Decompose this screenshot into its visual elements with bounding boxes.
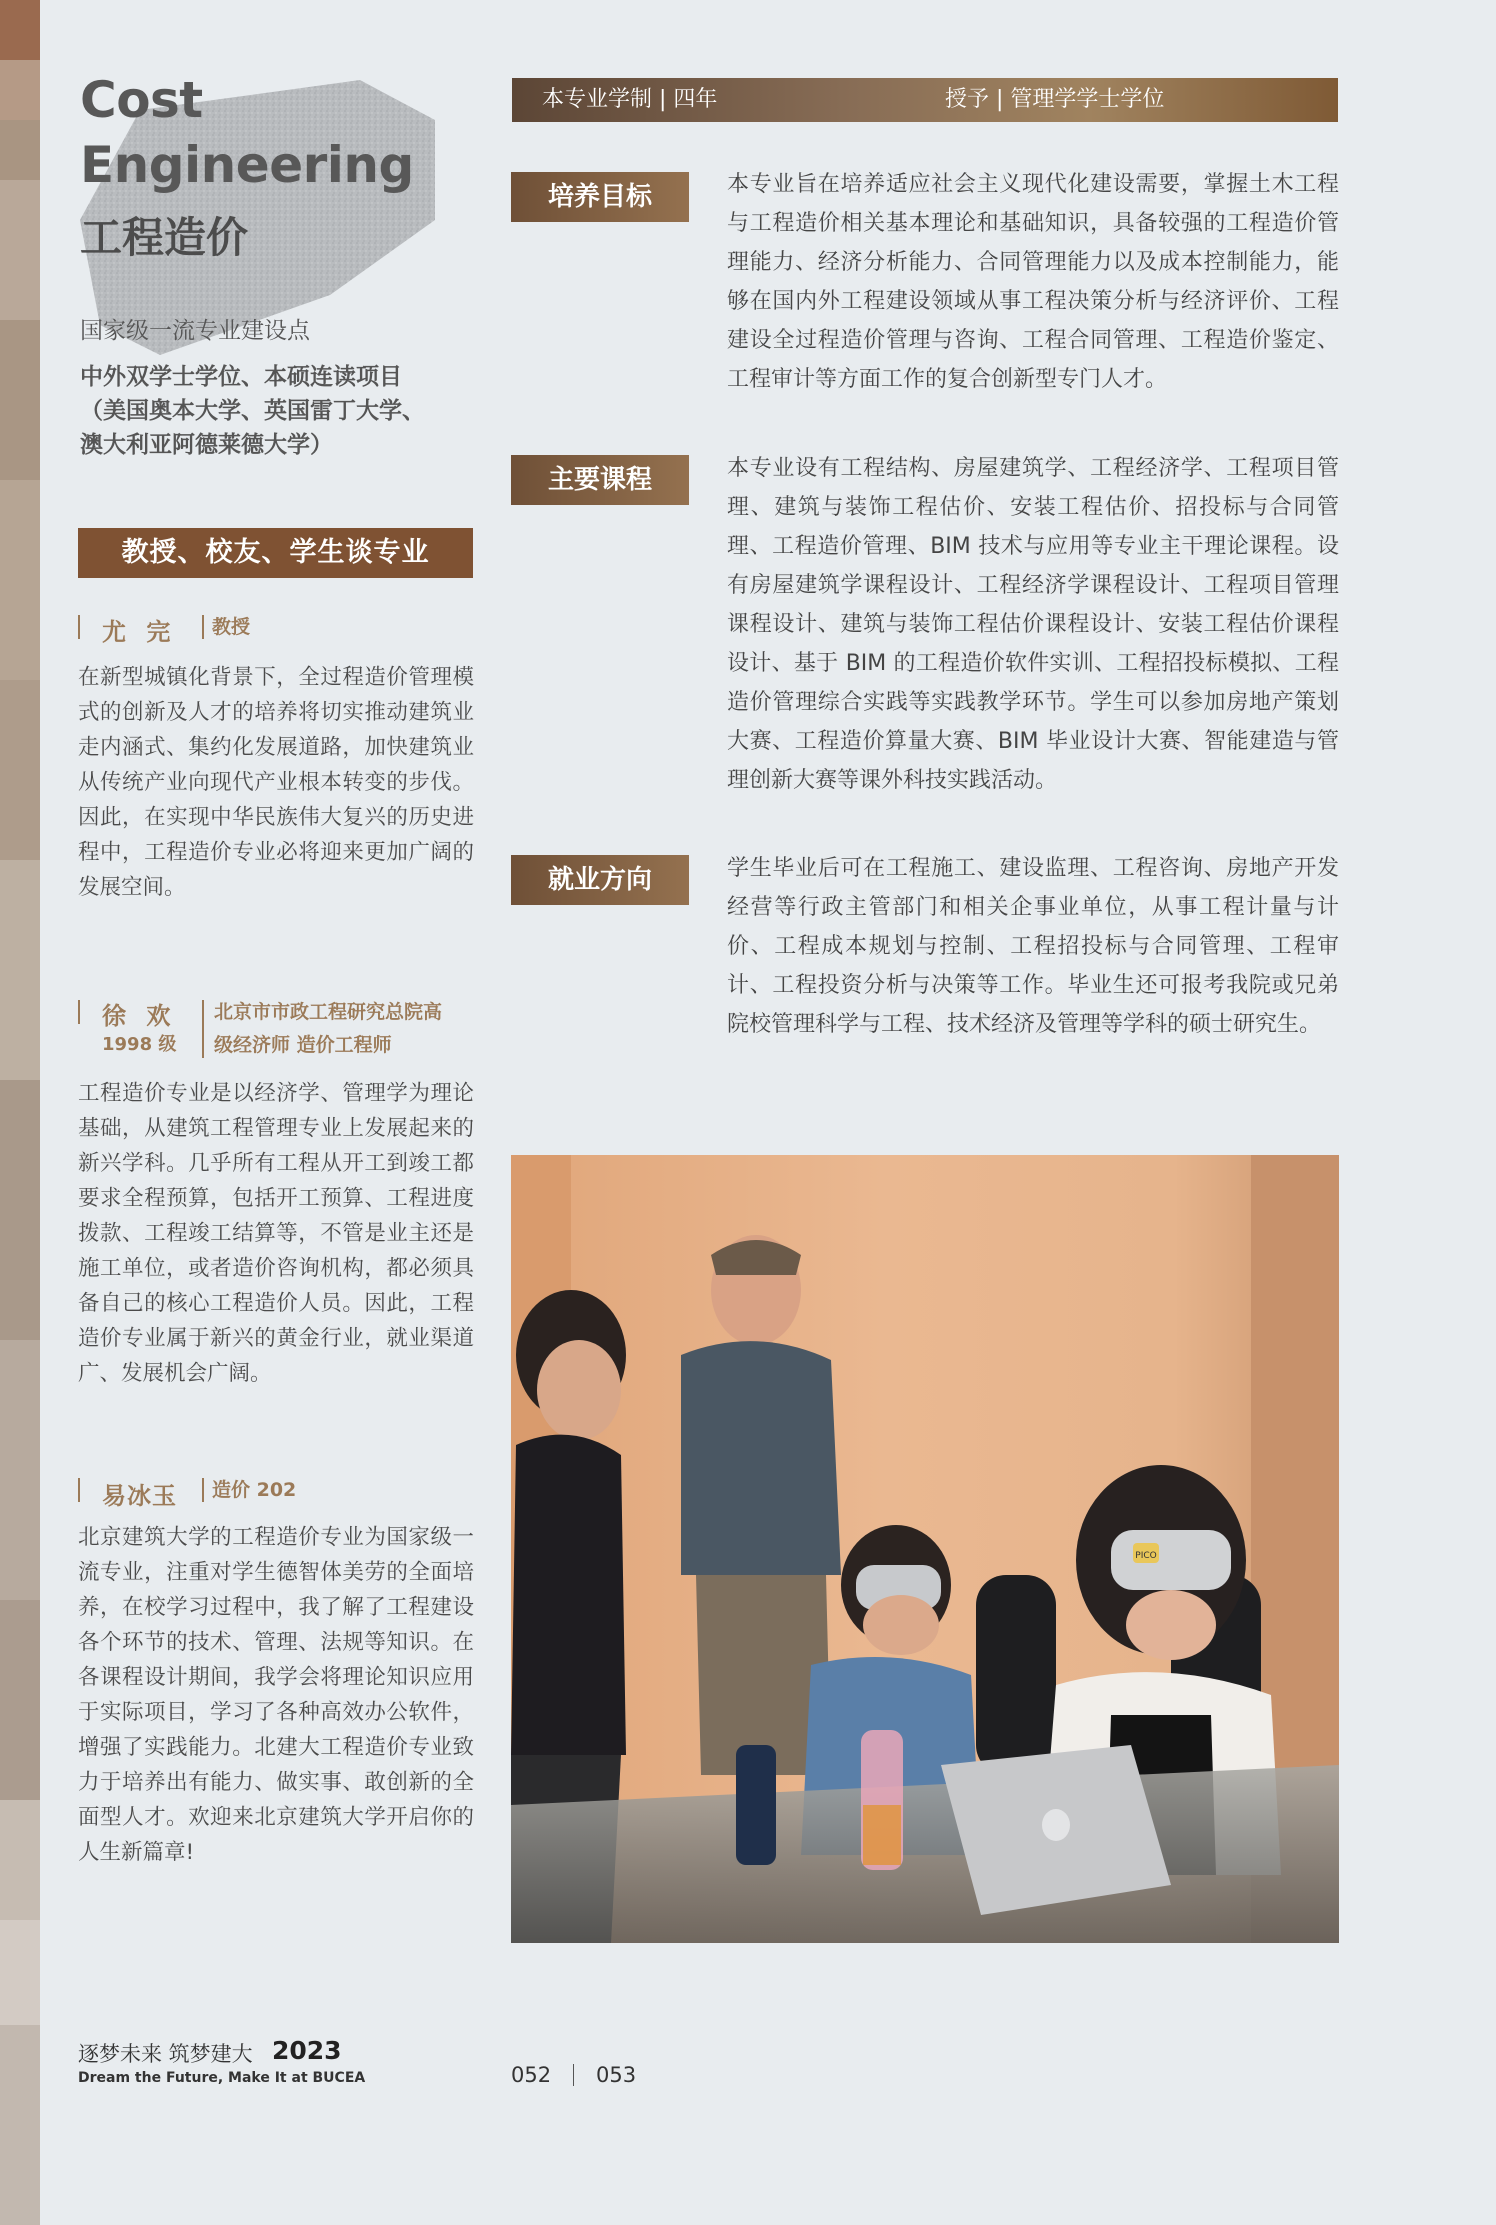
- testimonial-name: 尤 完: [102, 618, 177, 646]
- name-bar: [78, 1478, 80, 1502]
- section-text-careers: 学生毕业后可在工程施工、建设监理、工程咨询、房地产开发经营等行政主管部门和相关企事业单位，从事工程计量与计价、工程成本规划与控制、工程招投标与合同管理、工程审计、工程投资分析与决策等工作。毕业生还可报考我院或兄弟院校管理科学与工程、技术经济及管理等学科的硕士研究生。: [727, 856, 1339, 1037]
- role-bar: [202, 1000, 204, 1058]
- left-color-strip: [0, 0, 40, 2165]
- testimonial-role-line2: 级经济师 造价工程师: [214, 1034, 392, 1056]
- footer-slogan-cn: 逐梦未来 筑梦建大: [78, 2042, 253, 2066]
- footer-year: 2023: [272, 2036, 342, 2065]
- testimonial-name: 易冰玉: [102, 1482, 177, 1510]
- testimonial-text: 北京建筑大学的工程造价专业为国家级一流专业，注重对学生德智体美劳的全面培养，在校学习过程中，我了解了工程建设各个环节的技术、管理、法规等知识。在各课程设计期间，我学会将理论知识应用于实际项目，学习了各种高效办公软件，增强了实践能力。北建大工程造价专业致力于培养出有能力、做实事、敢创新的全面型人才。欢迎来北京建筑大学开启你的人生新篇章!: [78, 1525, 474, 1865]
- testimonial-name: 徐 欢: [102, 1002, 177, 1030]
- name-bar: [78, 615, 80, 639]
- section-label-objectives: 培养目标: [511, 172, 689, 222]
- page-number-left: 052: [511, 2063, 552, 2087]
- testimonial-text: 工程造价专业是以经济学、管理学为理论基础，从建筑工程管理专业上发展起来的新兴学科。几乎所有工程从开工到竣工都要求全程预算，包括开工预算、工程进度拨款、工程竣工结算等，不管是业主还是施工单位，或者造价咨询机构，都必须具备自己的核心工程造价人员。因此，工程造价专业属于新兴的黄金行业，就业渠道广、发展机会广阔。: [78, 1081, 474, 1386]
- page-separator: [573, 2064, 574, 2086]
- talk-banner: 教授、校友、学生谈专业: [78, 528, 473, 578]
- page-number-right: 053: [596, 2063, 637, 2087]
- program-duration: 本专业学制 | 四年: [542, 87, 718, 112]
- testimonial-text: 在新型城镇化背景下，全过程造价管理模式的创新及人才的培养将切实推动建筑业走内涵式、集约化发展道路，加快建筑业从传统产业向现代产业根本转变的步伐。因此，在实现中华民族伟大复兴的历史进程中，工程造价专业必将迎来更加广阔的发展空间。: [78, 665, 474, 900]
- program-info-bar: [512, 78, 1338, 122]
- title-en-line2: Engineering: [80, 136, 414, 194]
- title-en-line1: Cost: [80, 71, 203, 129]
- section-label-careers: 就业方向: [511, 855, 689, 905]
- footer-slogan-en: Dream the Future, Make It at BUCEA: [78, 2070, 366, 2086]
- feature-national: 国家级一流专业建设点: [80, 318, 310, 344]
- feature-dual-degree: 中外双学士学位、本硕连读项目: [80, 364, 402, 390]
- testimonial-role: 教授: [212, 616, 251, 638]
- headset-badge: PICO: [1135, 1551, 1157, 1561]
- testimonial-role: 造价 202: [212, 1479, 297, 1501]
- testimonial-role-line1: 北京市市政工程研究总院高: [214, 1001, 443, 1023]
- program-degree: 授予 | 管理学学士学位: [945, 87, 1165, 112]
- testimonial-year: 1998 级: [102, 1034, 177, 1055]
- section-text-objectives: 本专业旨在培养适应社会主义现代化建设需要，掌握土木工程与工程造价相关基本理论和基础知识，具备较强的工程造价管理能力、经济分析能力、合同管理能力以及成本控制能力，能够在国内外工程建设领域从事工程决策分析与经济评价、工程建设全过程造价管理与咨询、工程合同管理、工程造价鉴定、工程审计等方面工作的复合创新型专门人才。: [727, 172, 1339, 392]
- role-bar: [202, 615, 204, 639]
- section-text-courses: 本专业设有工程结构、房屋建筑学、工程经济学、工程项目管理、建筑与装饰工程估价、安装工程估价、招投标与合同管理、工程造价管理、BIM 技术与应用等专业主干理论课程。设有房屋建筑学课程设计、工程经济学课程设计、工程项目管理课程设计、建筑与装饰工程估价课程设计、安装工程估价课程设计、基于 BIM 的工程造价软件实训、工程招投标模拟、工程造价管理综合实践等实践教学环节。学生可以参加房地产策划大赛、工程造价算量大赛、BIM 毕业设计大赛、智能建造与管理创新大赛等课外科技实践活动。: [727, 456, 1339, 793]
- feature-partners-line2: 澳大利亚阿德莱德大学）: [80, 432, 333, 458]
- role-bar: [202, 1478, 204, 1502]
- title-cn: 工程造价: [80, 213, 249, 262]
- section-label-courses: 主要课程: [511, 455, 689, 505]
- feature-partners-line1: （美国奥本大学、英国雷丁大学、: [80, 398, 425, 424]
- classroom-vr-photo: [511, 1155, 1339, 1943]
- name-bar: [78, 1000, 80, 1024]
